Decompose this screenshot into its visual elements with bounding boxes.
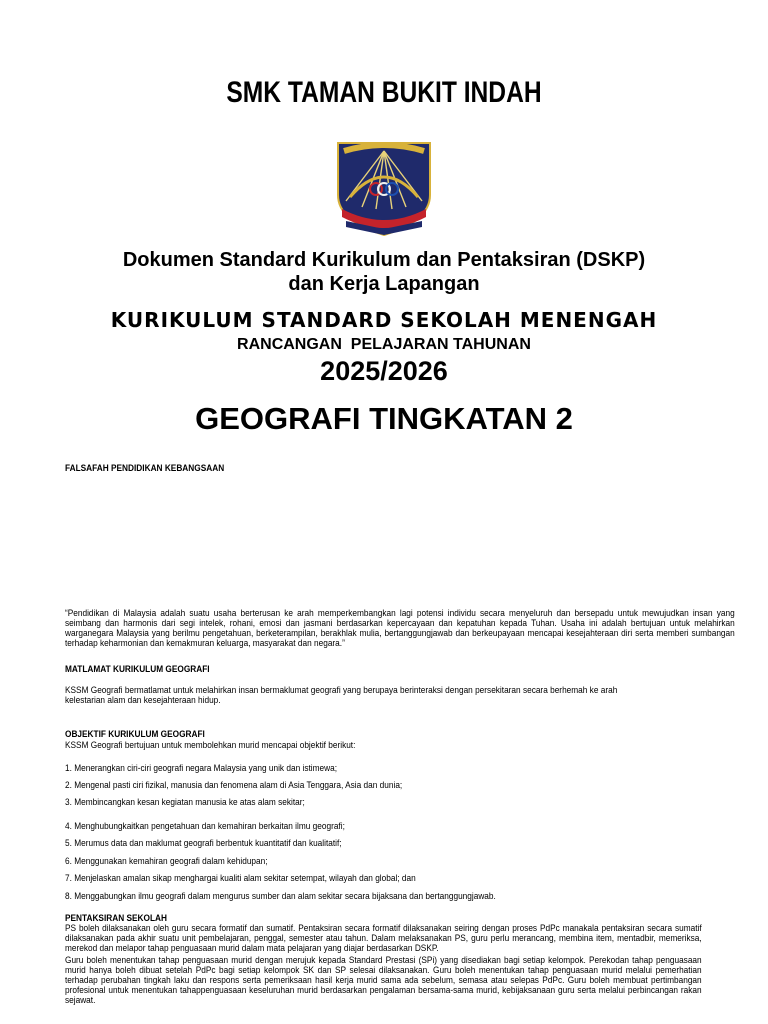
objektif-item: 1. Menerangkan ciri-ciri geografi negara Malaysia yang unik dan istimewa; (65, 763, 338, 773)
curriculum-title: KURIKULUM STANDARD SEKOLAH MENENGAH (110, 308, 658, 332)
document-title (0, 248, 768, 296)
pentaksiran-heading: PENTAKSIRAN SEKOLAH (65, 913, 167, 923)
objektif-item: 5. Merumus data dan maklumat geografi berbentuk kuantitatif dan kualitatif; (65, 838, 342, 848)
objektif-intro: KSSM Geografi bertujuan untuk membolehkan murid mencapai objektif berikut: (65, 740, 356, 750)
school-crest-icon (332, 137, 436, 237)
objektif-heading: OBJEKTIF KURIKULUM GEOGRAFI (65, 729, 205, 739)
objektif-item: 8. Menggabungkan ilmu geografi dalam mengurus sumber dan alam sekitar secara bijaksana dan bertanggungjawab. (65, 891, 496, 901)
school-name: SMK TAMAN BUKIT INDAH (226, 76, 542, 109)
objektif-item: 3. Membincangkan kesan kegiatan manusia ke atas alam sekitar; (65, 797, 305, 807)
falsafah-heading: FALSAFAH PENDIDIKAN KEBANGSAAN (65, 463, 225, 473)
matlamat-heading: MATLAMAT KURIKULUM GEOGRAFI (65, 664, 210, 674)
subject-title: GEOGRAFI TINGKATAN 2 (195, 401, 573, 436)
objektif-item: 4. Menghubungkaitkan pengetahuan dan kemahiran berkaitan ilmu geografi; (65, 821, 345, 831)
falsafah-text: “Pendidikan di Malaysia adalah suatu usaha berterusan ke arah memperkembangkan lagi potensi individu secara menyeluruh dan bersepadu untuk mewujudkan insan yang seimbang dan harmonis dari segi intelek, rohani, emosi dan jasmani berdasarkan kepercayaan dan kepatuhan kepada Tuhan. Usaha ini adalah bertujuan untuk melahirkan warganegara Malaysia yang berilmu pengetahuan, berketerampilan, berakhlak mulia, bertanggungjawab dan berkeupayaan mencapai kesejahteraan diri serta memberi sumbangan terhadap keharmonian dan kemakmuran keluarga, masyarakat dan negara.” (65, 608, 735, 648)
pentaksiran-para2: Guru boleh menentukan tahap penguasaan murid dengan merujuk kepada Standard Prestasi (SPi) yang disediakan bagi setiap kelompok. Perekodan tahap penguasaan murid hanya boleh dibuat setelah PdPc bagi setiap kelompok SK dan SP selesai dilaksanakan. Guru boleh menentukan tahap penguasaan murid melalui pemerhatian terhadap perubahan tingkah laku dan respons serta pemeriksaan hasil kerja murid sama ada sebelum, semasa atau selepas PdPc. Guru boleh membuat pertimbangan profesional untuk menentukan tahappenguasaan keseluruhan murid berdasarkan pengalaman bersama-sama murid, kebijaksanaan guru serta melalui perbincangan rakan sejawat. (65, 955, 702, 1005)
plan-title: RANCANGAN PELAJARAN TAHUNAN (237, 336, 531, 353)
pentaksiran-para1: PS boleh dilaksanakan oleh guru secara formatif dan sumatif. Pentaksiran secara formatif dilaksanakan seiring dengan proses PdPc manakala pentaksiran secara sumatif dilaksanakan pada akhir suatu unit pembelajaran, penggal, semester atau tahun. Dalam melaksanakan PS, guru perlu merancang, membina item, mentadbir, memeriksa, merekod dan melapor tahap penguasaan murid dalam mata pelajaran yang diajar berdasarkan DSKP. (65, 923, 702, 953)
objektif-item: 2. Mengenal pasti ciri fizikal, manusia dan fenomena alam di Asia Tenggara, Asia dan dunia; (65, 780, 403, 790)
objektif-item: 7. Menjelaskan amalan sikap menghargai kualiti alam sekitar setempat, wilayah dan global; dan (65, 873, 416, 883)
matlamat-text: KSSM Geografi bermatlamat untuk melahirkan insan bermaklumat geografi yang berupaya berinteraksi dengan persekitaran secara berhemah ke arah kelestarian alam dan kesejahteraan hidup. (65, 685, 618, 705)
objektif-item: 6. Menggunakan kemahiran geografi dalam kehidupan; (65, 856, 268, 866)
academic-year: 2025/2026 (320, 356, 448, 386)
document-title-line2: dan Kerja Lapangan (288, 273, 480, 295)
document-title-line1: Dokumen Standard Kurikulum dan Pentaksiran (DSKP) (122, 249, 646, 271)
